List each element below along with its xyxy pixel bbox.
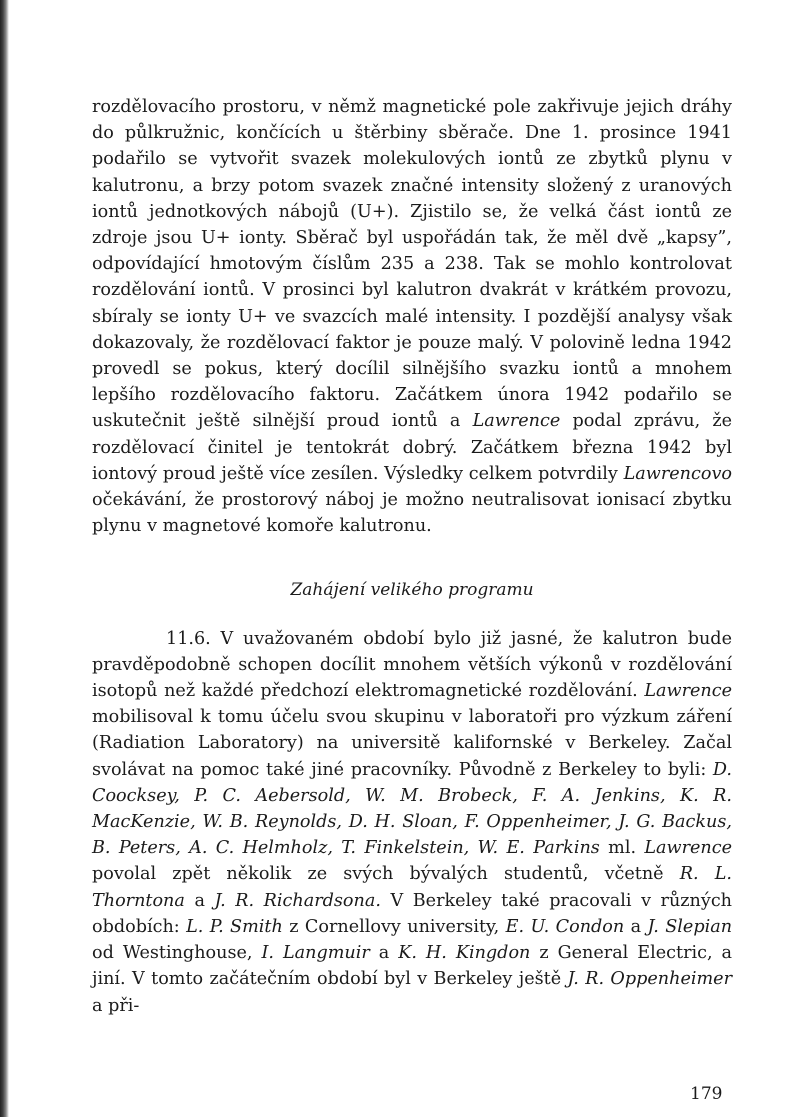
page-body (92, 94, 732, 1019)
page-number: 179 (690, 1084, 723, 1104)
paragraph-continuation: rozdělovacího prostoru, v němž magnetické pole zakřivuje jejich dráhy do půlkružnic, končících u štěrbiny sběrače. Dne 1. prosince 1941 podařilo se vytvořit svazek molekulových iontů ze zbytků plynu v kalutronu, a brzy potom svazek značné intensity složený z uranových iontů jednotkových nábojů (U+). Zjistilo se, že velká část iontů ze zdroje jsou U+ ionty. Sběrač byl uspořádán tak, že měl dvě „kapsy”, odpovídající hmotovým číslům 235 a 238. Tak se mohlo kontrolovat rozdělování iontů. V prosinci byl kalutron dvakrát v krátkém provozu, sbíraly se ionty U+ ve svazcích malé intensity. I pozdější analysy však dokazovaly, že rozdělovací faktor je pouze malý. V polovině ledna 1942 provedl se pokus, který docílil silnějšího svazku iontů a mnohem lepšího rozdělovacího faktoru. Začátkem února 1942 podařilo se uskutečnit ještě silnější proud iontů a Lawrence podal zprávu, že rozdělovací činitel je tentokrát dobrý. Začátkem března 1942 byl iontový proud ještě více zesílen. Výsledky celkem potvrdily Lawrencovo očekávání, že prostorový náboj je možno neutralisovat ionisací zbytku plynu v magnetové komoře kalutronu. (92, 97, 733, 537)
paragraph-11-6: 11.6. V uvažovaném období bylo již jasné, že kalutron bude pravděpodobně schopen docílit mnohem větších výkonů v rozdělování isotopů než každé předchozí elektromagnetické rozdělování. Lawrence mobilisoval k tomu účelu svou skupinu v laboratoři pro výzkum záření (Radiation Laboratory) na universitě kalifornské v Berkeley. Začal svolávat na pomoc také jiné pracovníky. Původně z Berkeley to byli: D. Coocksey, P. C. Aebersold, W. M. Brobeck, F. A. Jenkins, K. R. MacKenzie, W. B. Reynolds, D. H. Sloan, F. Oppenheimer, J. G. Backus, B. Peters, A. C. Helmholz, T. Finkelstein, W. E. Parkins ml. Lawrence povolal zpět několik ze svých bývalých studentů, včetně R. L. Thorntona a J. R. Richardsona. V Berkeley také pracovali v různých obdobích: L. P. Smith z Cornellovy university, E. U. Condon a J. Slepian od Westinghouse, I. Langmuir a K. H. Kingdon z General Electric, a jiní. V tomto začátečním období byl v Berkeley ještě J. R. Oppenheimer a při- (92, 628, 733, 1016)
section-number: 11.6. (166, 628, 211, 649)
section-heading: Zahájení velikého programu (290, 580, 534, 601)
page-binding-shadow (0, 0, 9, 1117)
